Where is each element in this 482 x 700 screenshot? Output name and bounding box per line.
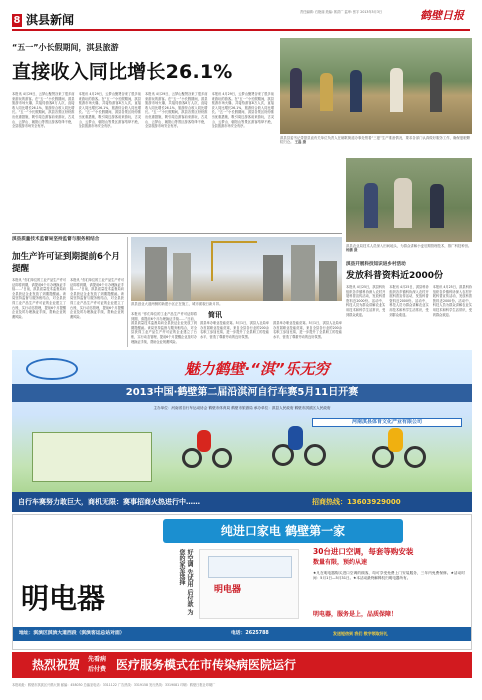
header-rule bbox=[12, 29, 470, 31]
article3-body-col-2: 本报讯 4月25日，淇县科协组织各乡镇科协深入农村开展科普宣传活动，发放科普资料近2000份。活动中，科技人员为群众讲解农业实用技术和科学生活常识，受到群众欢迎。 bbox=[389, 285, 429, 317]
ad2-calligraphy-logo bbox=[21, 537, 131, 637]
ad2-promo-sub: 数量有限，预约从速 bbox=[313, 559, 368, 566]
top-photo-credit: 王磊 摄 bbox=[294, 140, 306, 145]
bottom-banner bbox=[12, 652, 472, 678]
brief-body bbox=[200, 321, 342, 347]
lead-body-col-1: 本报讯 4月29日，云梦山聚贤谷来了很多前来游玩的游客。在“五一”小长假期间，淇县旅游市场火爆，共接待游客8万人次，直接收入同比增长26.1%，旅游综合收入同比增长。“五一”小长假期间，淇县各景区纷纷推出优惠措施，吸引周边游客前来游玩，古灵山、云梦山、朝阳山等景区游客络绎不绝，全县旅游市场安全有序。 bbox=[12, 92, 75, 129]
cyclists-illustration bbox=[162, 430, 462, 488]
rule-1 bbox=[12, 233, 342, 234]
brief-title: 简讯 bbox=[208, 311, 222, 319]
top-photo-caption-text: 淇县县委书记带领县直有关单位负责人在朝歌街道办事处察看“三夏”生产准备情况，要求各部门认真做好服务工作，确保夏粮颗粒归仓。 bbox=[280, 136, 470, 145]
mid-photo-credit: 杨鹏 摄 bbox=[346, 248, 358, 253]
ad2-banner-text: 纯进口家电 鹤壁第一家 bbox=[220, 524, 346, 538]
construction-caption: 淇县创业大道两侧的新建小区正在施工，城市面貌日新月异。 bbox=[131, 302, 223, 306]
ad-organizers: 主办单位：河南省自行车运动协会 鹤壁市体育局 鹤壁市旅游局 承办单位：淇县人民政府 鹤壁市淇滨区人民政府 bbox=[153, 406, 331, 410]
page-number: 8 bbox=[13, 15, 21, 26]
mid-photo-caption bbox=[346, 244, 472, 258]
ad-sponsor: 河南淇县体育文化产业有限公司 bbox=[312, 418, 462, 427]
article2-body bbox=[12, 278, 124, 346]
masthead-logo: 鹤壁日报 bbox=[420, 9, 464, 22]
article2-kicker: 淇县质量技术监督局坚持监督与服务相结合 bbox=[12, 237, 100, 242]
ad2-ac-unit bbox=[199, 549, 299, 619]
ad-logo-icon bbox=[26, 358, 78, 380]
article3-body-col-1: 本报讯 4月25日，淇县科协组织各乡镇科协深入农村开展科普宣传活动，发放科普资料近2000份。活动中，科技人员为群众讲解农业实用技术和科学生活常识，受到群众欢迎。 bbox=[346, 285, 386, 317]
header-meta: 责任编辑: 石艳丽 美编: 郭洪广 监审: 张宇 2013年5月3日 bbox=[300, 10, 383, 14]
article2-body-col-2: 本报讯 “你们单位的工业产品生产许可证即将到期，请提前6个月办理换证手续……”日前，淇县质量技术监督局向全县获证企业发放了到期提醒函。该局坚持监督与服务相结合，对全县获得工业产品生产许可证的企业建立了台账，实行动态管理，提前6个月提醒企业及时办理换证手续，帮助企业规避风险。 bbox=[70, 278, 124, 319]
ad2-brand-big: 明电器 bbox=[21, 582, 106, 615]
article3-headline: 发放科普资料近2000份 bbox=[346, 271, 444, 281]
page-number-box bbox=[12, 14, 22, 27]
mid-photo-caption-text: 淇县农业局技术人员深入田间地头，为群众讲解小麦后期管理技术，推广科技种田。 bbox=[346, 244, 472, 248]
article3-body-col-3: 本报讯 4月25日，淇县科协组织各乡镇科协深入农村开展科普宣传活动，发放科普资料近2000份。活动中，科技人员为群众讲解农业实用技术和科学生活常识，受到群众欢迎。 bbox=[432, 285, 472, 317]
ad-bar-right: 招商热线：13603929000 bbox=[312, 498, 401, 506]
ad2-tagline: 明电器，服务是上，品质保障！ bbox=[313, 611, 398, 618]
banner-small-top: 先看病 bbox=[88, 656, 107, 663]
lead-body-col-2: 本报讯 4月29日，云梦山聚贤谷来了很多前来游玩的游客。在“五一”小长假期间，淇县旅游市场火爆，共接待游客8万人次，直接收入同比增长26.1%，旅游综合收入同比增长。“五一”小长假期间，淇县各景区纷纷推出优惠措施，吸引周边游客前来游玩，古灵山、云梦山、朝阳山等景区游客络绎不绝，全县旅游市场安全有序。 bbox=[78, 92, 141, 129]
ad2-address: 地址：淇滨区淇滨大道西段（淇滨客运总站对面） bbox=[19, 631, 125, 636]
ad2-brand-on-unit: 明电器 bbox=[214, 585, 242, 595]
ad2-notes: ★凡在明电器购买进口空调的顾客，均可享受免费上门安装服务，三年内免费保修。★活动时间：5月1日—5月31日。★本活动最终解释权归明电器所有。 bbox=[313, 571, 465, 580]
banner-small-bottom: 后付费 bbox=[88, 666, 107, 673]
ad2-promo: 30台进口空调，每套等购安装 bbox=[313, 547, 414, 556]
rule-v1 bbox=[127, 237, 128, 347]
ad2-footer bbox=[13, 627, 472, 641]
ad-title-text: 2013中国·鹤壁第二届沿淇河自行车赛5月11日开赛 bbox=[125, 387, 359, 398]
ad-slogan: 魅力鹤壁·“淇”乐无穷 bbox=[184, 360, 330, 378]
section-title: 淇县新闻 bbox=[26, 13, 75, 27]
article2-body-col-1: 本报讯 “你们单位的工业产品生产许可证即将到期，请提前6个月办理换证手续……”日前，淇县质量技术监督局向全县获证企业发放了到期提醒函。该局坚持监督与服务相结合，对全县获得工业产品生产许可证的企业建立了台账，实行动态管理，提前6个月提醒企业及时办理换证手续，帮助企业规避风险。 bbox=[12, 278, 66, 319]
footer-text: 本报地址：鹤壁市淇滨区兴鹤大街 邮编：458030 总编室电话：3311122 广告热线：3319158 发行热线：3319081 印刷：鹤壁日报社印刷厂 bbox=[12, 683, 216, 687]
article3-body bbox=[346, 285, 472, 347]
construction-photo bbox=[131, 237, 342, 301]
top-photo bbox=[280, 38, 472, 134]
ad-bar-left: 自行车赛努力敢巨大，商机无限：赛事招商火热进行中…… bbox=[18, 498, 200, 506]
ad2-tel: 电话：2625788 bbox=[231, 631, 269, 636]
ad2-vertical-text: 好空调 先试用 后付款 为您的家室选择 bbox=[178, 549, 193, 616]
lead-headline: 直接收入同比增长26.1% bbox=[12, 61, 233, 83]
brief-left-text: 本报讯 “你们单位的工业产品生产许可证即将到期，请提前6个月办理换证手续……”日前，淇县质量技术监督局向全县获证企业发放了到期提醒函。该局坚持监督与服务相结合，对全县获得工业产品生产许可证的企业建立了台账，实行动态管理，提前6个月提醒企业及时办理换证手续，帮助企业规避风险。 bbox=[131, 312, 197, 344]
lead-kicker: “五一”小长假期间，淇县旅游 bbox=[12, 43, 119, 52]
banner-prefix: 热烈祝贺 bbox=[32, 658, 81, 672]
ad-title bbox=[12, 384, 472, 402]
lead-body-col-4: 本报讯 4月29日，云梦山聚贤谷来了很多前来游玩的游客。在“五一”小长假期间，淇县旅游市场火爆，共接待游客8万人次，直接收入同比增长26.1%，旅游综合收入同比增长。“五一”小长假期间，淇县各景区纷纷推出优惠措施，吸引周边游客前来游玩，古灵山、云梦山、朝阳山等景区游客络绎不绝，全县旅游市场安全有序。 bbox=[211, 92, 274, 129]
brief-body-col-1: 淇县举办职业技能竞赛。5月1日，淇县人社局举办首届职业技能竞赛，来自全县各行业的200余名职工参加比赛，进一步提升了全县职工的技能水平，营造了尊重劳动的良好氛围。 bbox=[200, 321, 269, 339]
race-route-map bbox=[32, 432, 152, 482]
article2-headline: 加生产许可证到期提前6个月提醒 bbox=[12, 252, 120, 274]
brief-body-col-2: 淇县举办职业技能竞赛。5月1日，淇县人社局举办首届职业技能竞赛，来自全县各行业的200余名职工参加比赛，进一步提升了全县职工的技能水平，营造了尊重劳动的良好氛围。 bbox=[273, 321, 342, 339]
ad2-banner bbox=[163, 519, 403, 543]
banner-main: 医疗服务模式在市传染病医院运行 bbox=[116, 658, 297, 672]
ad2-side-text: 发送短信到 我们 数字领取好礼 bbox=[333, 631, 388, 636]
mid-photo bbox=[346, 158, 472, 242]
appliance-ad bbox=[12, 514, 472, 650]
top-photo-caption bbox=[280, 136, 472, 154]
lead-body-col-3: 本报讯 4月29日，云梦山聚贤谷来了很多前来游玩的游客。在“五一”小长假期间，淇县旅游市场火爆，共接待游客8万人次，直接收入同比增长26.1%，旅游综合收入同比增长。“五一”小长假期间，淇县各景区纷纷推出优惠措施，吸引周边游客前来游玩，古灵山、云梦山、朝阳山等景区游客络绎不绝，全县旅游市场安全有序。 bbox=[145, 92, 208, 129]
lead-body bbox=[12, 92, 274, 230]
article3-kicker: 淇县开展科技知识进乡村活动 bbox=[346, 262, 406, 267]
bike-race-ad bbox=[12, 350, 472, 512]
ad-bottom-bar bbox=[12, 492, 472, 512]
